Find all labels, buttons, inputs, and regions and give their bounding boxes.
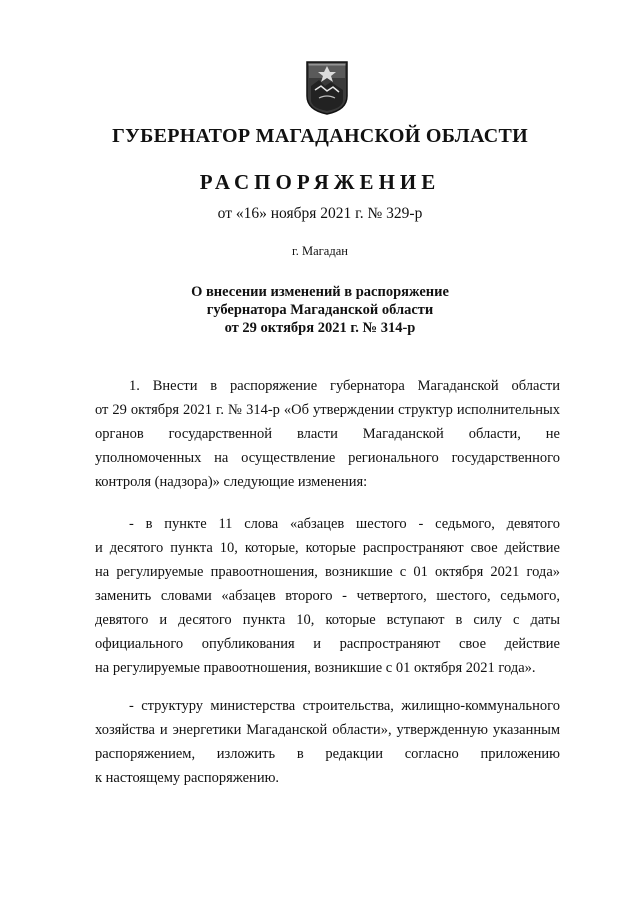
paragraph-2 <box>95 512 560 680</box>
paragraph-line: официального опубликования и распространяют свое действие <box>95 636 560 652</box>
paragraph-line: распоряжением, изложить в редакции согласно приложению <box>95 746 560 762</box>
document-date-number: от «16» ноября 2021 г. № 329-р <box>217 205 423 222</box>
paragraph-line: уполномоченных на осуществление регионального государственного <box>95 450 560 466</box>
paragraph-line: хозяйства и энергетики Магаданской области», утвержденную указанным <box>95 722 560 738</box>
paragraph-line: органов государственной власти Магаданской области, не <box>95 426 560 442</box>
paragraph-line: - структуру министерства строительства, жилищно-коммунального <box>129 698 560 714</box>
paragraph-line: 1. Внести в распоряжение губернатора Магаданской области <box>129 378 560 394</box>
paragraph-line: к настоящему распоряжению. <box>95 770 280 786</box>
subject-line: от 29 октября 2021 г. № 314-р <box>224 320 416 336</box>
magadan-coat-of-arms-icon <box>305 60 349 116</box>
paragraph-3 <box>95 694 560 790</box>
governor-title: ГУБЕРНАТОР МАГАДАНСКОЙ ОБЛАСТИ <box>112 125 528 147</box>
paragraph-line: - в пункте 11 слова «абзацев шестого - седьмого, девятого <box>129 516 560 532</box>
paragraph-line: на регулируемые правоотношения, возникшие с 01 октября 2021 года» <box>95 564 560 580</box>
paragraph-line: девятого и десятого пункта 10, которые вступают в силу с даты <box>95 612 560 628</box>
paragraph-1 <box>95 374 560 494</box>
paragraph-line: от 29 октября 2021 г. № 314-р «Об утверждении структур исполнительных <box>95 402 560 418</box>
paragraph-line: на регулируемые правоотношения, возникшие с 01 октября 2021 года». <box>95 660 536 676</box>
document-kind: РАСПОРЯЖЕНИЕ <box>199 170 441 194</box>
document-subject <box>0 283 640 337</box>
paragraph-line: и десятого пункта 10, которые, которые распространяют свое действие <box>95 540 560 556</box>
subject-line: О внесении изменений в распоряжение <box>191 284 449 300</box>
document-city: г. Магадан <box>292 244 348 258</box>
paragraph-line: заменить словами «абзацев второго - четвертого, шестого, седьмого, <box>95 588 560 604</box>
subject-line: губернатора Магаданской области <box>206 302 434 318</box>
paragraph-line: контроля (надзора)» следующие изменения: <box>95 474 368 490</box>
